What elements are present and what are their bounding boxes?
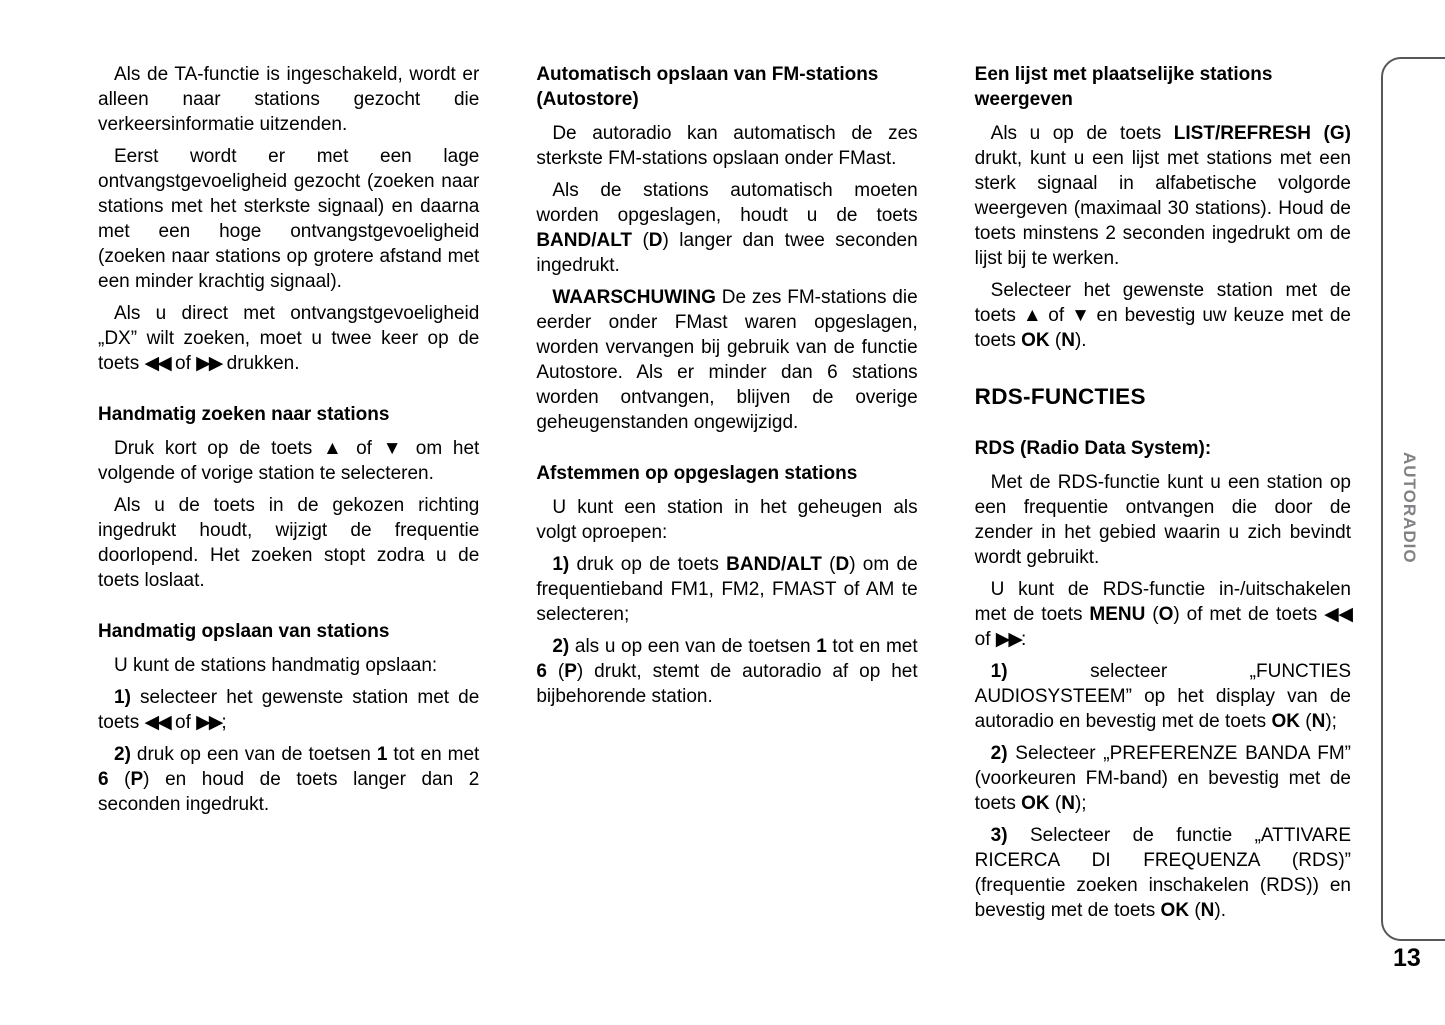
text-run: of	[345, 438, 383, 459]
text-run: Handmatig zoeken naar stations	[98, 404, 390, 425]
text-run: 3)	[990, 825, 1008, 846]
text-run: 6	[536, 661, 547, 682]
text-run: ;	[221, 712, 227, 733]
paragraph	[536, 121, 917, 171]
text-run: selecteer het gewenste station met de toets	[98, 687, 480, 733]
paragraph	[98, 436, 479, 486]
paragraph	[975, 577, 1351, 652]
text-run: 1)	[114, 687, 131, 708]
paragraph	[536, 285, 917, 435]
text-run: (	[1189, 900, 1201, 921]
text-run: selecteer „FUNCTIES AUDIOSYSTEEM” op het display van de autoradio en bevestig met de toets	[974, 661, 1351, 732]
key-symbol: ◀◀	[1324, 604, 1351, 625]
text-run: (	[1049, 330, 1062, 351]
text-run: Selecteer „PREFERENZE BANDA FM” (voorkeuren FM-band) en bevestig met de toets	[974, 743, 1351, 814]
paragraph	[975, 470, 1351, 570]
section-heading	[98, 619, 479, 644]
text-run: De zes FM-stations die eerder onder FMast waren opgeslagen, worden vervangen bij gebruik van de functie Autostore. Als er minder dan 6 stations worden ontvangen, blijven de overige geheugenstanden ongewijzigd.	[536, 287, 918, 433]
section-heading	[975, 62, 1351, 112]
text-run: RDS-FUNCTIES	[974, 384, 1146, 409]
text-run: LIST/REFRESH (G)	[1173, 123, 1351, 144]
text-run: (	[1049, 793, 1062, 814]
paragraph	[536, 634, 917, 709]
text-run: P	[130, 769, 144, 790]
text-run: OK	[1160, 900, 1190, 921]
text-run: druk op de toets	[569, 554, 727, 575]
text-run: BAND/ALT	[536, 230, 633, 251]
text-run: MENU	[1089, 604, 1146, 625]
text-run: 2)	[114, 744, 131, 765]
text-run: ).	[1214, 900, 1226, 921]
text-run: ) om de frequentieband FM1, FM2, FMAST of AM te selecteren;	[536, 554, 918, 625]
text-run: (	[1145, 604, 1159, 625]
text-run: De autoradio kan automatisch de zes sterkste FM-stations opslaan onder FMast.	[536, 123, 918, 169]
text-run: Automatisch opslaan van FM-stations (Autostore)	[536, 64, 879, 110]
text-run: Afstemmen op opgeslagen stations	[536, 463, 858, 484]
text-run: 2)	[552, 636, 570, 657]
text-run: ) en houd de toets langer dan 2 seconden ingedrukt.	[98, 769, 480, 815]
text-run: Selecteer het gewenste station met de toets	[974, 280, 1351, 326]
paragraph	[98, 62, 479, 137]
paragraph	[98, 685, 479, 735]
text-run: Als de stations automatisch moeten worden opgeslagen, houdt u de toets	[536, 180, 918, 226]
text-run: (	[632, 230, 649, 251]
text-run: N	[1061, 330, 1075, 351]
text-run: Als u de toets in de gekozen richting ingedrukt houdt, wijzigt de frequentie doorlopend. Het zoeken stopt zodra u de toets loslaat.	[98, 495, 480, 591]
section-heading	[975, 383, 1351, 410]
text-run: of	[169, 353, 197, 374]
text-run: en bevestig uw keuze met de toets	[974, 305, 1351, 351]
text-run: of	[1041, 305, 1072, 326]
text-run: als u op een van de toetsen	[569, 636, 817, 657]
text-run: 1	[376, 744, 388, 765]
section-heading	[536, 62, 917, 112]
column-right	[975, 62, 1351, 930]
text-run: (	[546, 661, 565, 682]
text-run: ) langer dan twee seconden ingedrukt.	[536, 230, 918, 276]
chapter-tab-label: AUTORADIO	[1400, 452, 1419, 564]
text-run: 1	[816, 636, 827, 657]
text-run: Handmatig opslaan van stations	[98, 621, 390, 642]
text-run: 6	[98, 769, 109, 790]
key-symbol: ▶▶	[196, 712, 222, 733]
paragraph	[98, 653, 479, 678]
text-run: ).	[1074, 330, 1087, 351]
key-symbol: ◀◀	[144, 353, 170, 374]
text-run: 2)	[990, 743, 1008, 764]
text-run: RDS (Radio Data System):	[974, 438, 1212, 459]
text-run: O	[1158, 604, 1174, 625]
text-run: (	[821, 554, 836, 575]
column-left	[98, 62, 479, 930]
paragraph	[536, 495, 917, 545]
text-run: drukt, kunt u een lijst met stations met een sterk signaal in alfabetische volgorde weergeven (maximaal 30 stations). Houd de toets minstens 2 seconden ingedrukt om de lijst bij te werken.	[974, 148, 1351, 269]
text-run: Druk kort op de toets	[114, 438, 324, 459]
text-run: Met de RDS-functie kunt u een station op een frequentie ontvangen die door de zender in het gebied waarin u zich bevindt wordt gebruikt.	[974, 472, 1351, 568]
key-symbol: ▼	[1071, 305, 1090, 326]
paragraph	[98, 301, 479, 376]
text-run: P	[564, 661, 577, 682]
paragraph	[98, 742, 479, 817]
page-number: 13	[1393, 944, 1421, 972]
key-symbol: ▶▶	[995, 629, 1022, 650]
text-columns	[98, 62, 1351, 930]
text-run: (	[1299, 711, 1312, 732]
text-run: Eerst wordt er met een lage ontvangstgevoeligheid gezocht (zoeken naar stations met het sterkste signaal) en daarna met een hoge ontvangstgevoeligheid (zoeken naar stations op grotere afstand met een minder krachtig signaal).	[98, 146, 480, 292]
section-heading	[975, 436, 1351, 461]
text-run: of	[974, 629, 996, 650]
text-run: OK	[1021, 330, 1050, 351]
section-heading	[98, 402, 479, 427]
text-run: :	[1021, 629, 1027, 650]
text-run: (	[108, 769, 131, 790]
paragraph	[975, 659, 1351, 734]
section-heading	[536, 461, 917, 486]
paragraph	[975, 278, 1351, 353]
text-run: Selecteer de functie „ATTIVARE RICERCA DI FREQUENZA (RDS)” (frequentie zoeken inschakelen (RDS)) en bevestig met de toets	[974, 825, 1351, 921]
text-run: Als u direct met ontvangstgevoeligheid „DX” wilt zoeken, moet u twee keer op de toets	[98, 303, 480, 374]
key-symbol: ▲	[323, 438, 346, 459]
column-middle	[536, 62, 917, 930]
text-run: N	[1200, 900, 1215, 921]
paragraph	[975, 121, 1351, 271]
text-run: druk op een van de toetsen	[130, 744, 377, 765]
text-run: Als u op de toets	[990, 123, 1174, 144]
text-run: om het volgende of vorige station te selecteren.	[98, 438, 480, 484]
paragraph	[98, 144, 479, 294]
paragraph	[98, 493, 479, 593]
text-run: N	[1061, 793, 1075, 814]
text-run: tot en met	[826, 636, 918, 657]
text-run: of	[169, 712, 197, 733]
text-run: );	[1325, 711, 1337, 732]
paragraph	[975, 823, 1351, 923]
paragraph	[975, 741, 1351, 816]
text-run: 1)	[552, 554, 570, 575]
paragraph	[536, 178, 917, 278]
text-run: U kunt een station in het geheugen als volgt oproepen:	[536, 497, 918, 543]
text-run: ) drukt, stemt de autoradio af op het bijbehorende station.	[536, 661, 918, 707]
key-symbol: ◀◀	[144, 712, 170, 733]
key-symbol: ▲	[1022, 305, 1042, 326]
text-run: OK	[1271, 711, 1300, 732]
text-run: U kunt de stations handmatig opslaan:	[114, 655, 438, 676]
text-run: 1)	[990, 661, 1008, 682]
text-run: WAARSCHUWING	[552, 287, 716, 308]
text-run: BAND/ALT	[726, 554, 822, 575]
text-run: drukken.	[221, 353, 300, 374]
text-run: Een lijst met plaatselijke stations weergeven	[974, 64, 1273, 110]
text-run: D	[835, 554, 850, 575]
paragraph	[536, 552, 917, 627]
text-run: ) of met de toets	[1173, 604, 1325, 625]
text-run: OK	[1021, 793, 1050, 814]
text-run: U kunt de RDS-functie in-/uitschakelen met de toets	[974, 579, 1351, 625]
text-run: );	[1074, 793, 1087, 814]
text-run: D	[648, 230, 663, 251]
text-run: Als de TA-functie is ingeschakeld, wordt er alleen naar stations gezocht die verkeersinformatie uitzenden.	[98, 64, 480, 135]
key-symbol: ▶▶	[196, 353, 222, 374]
key-symbol: ▼	[382, 438, 406, 459]
text-run: N	[1311, 711, 1326, 732]
text-run: tot en met	[387, 744, 480, 765]
